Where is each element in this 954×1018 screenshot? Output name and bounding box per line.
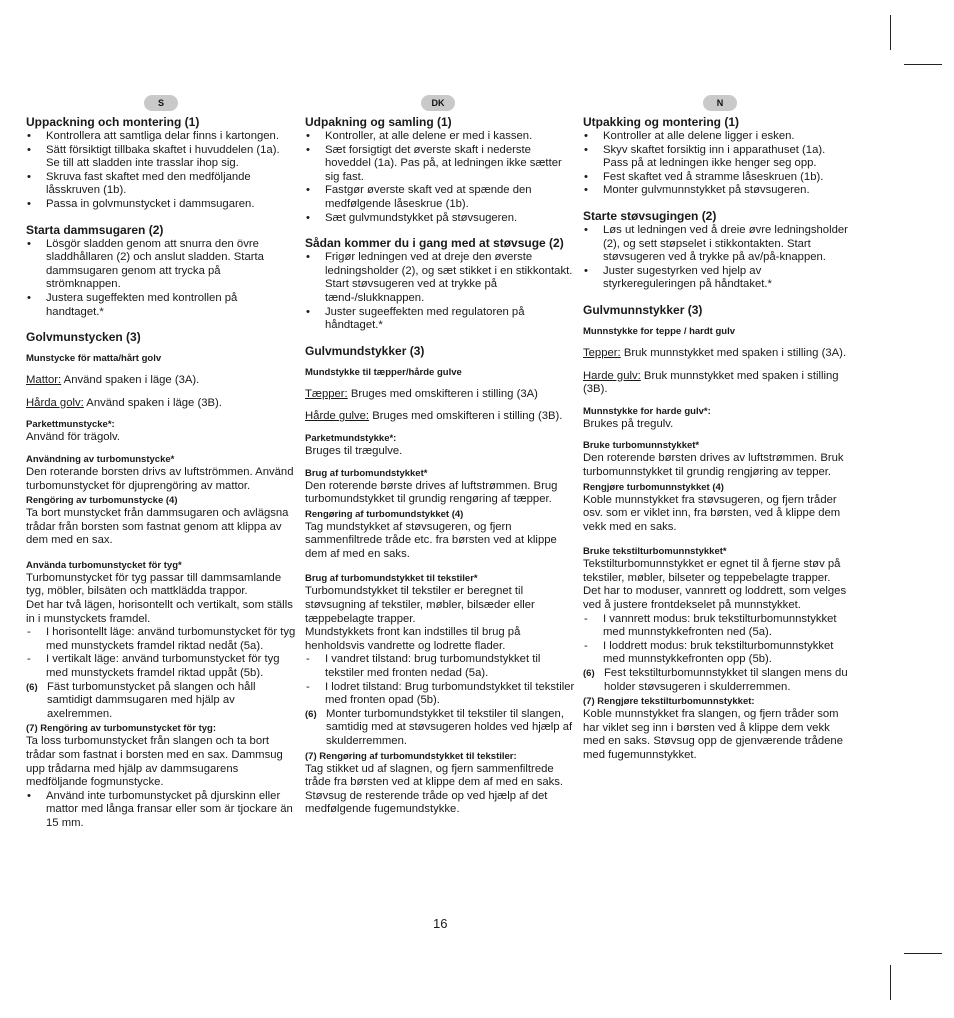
column-norwegian <box>583 95 851 763</box>
bullet-list <box>26 130 296 212</box>
section-heading: Udpakning og samling (1) <box>305 115 452 129</box>
section-heading: Sådan kommer du i gang med at støvsuge (2) <box>305 236 564 251</box>
list-item: - I vannrett modus: bruk tekstilturbomunnstykket med munnstykkefronten ned (5a). <box>583 613 851 640</box>
list-item: • Juster sugestyrken ved hjelp av styrkereguleringen på håndtaket.* <box>583 265 851 292</box>
paragraph: Den roterande borsten drivs av luftströmmen. Använd turbomunstycket för djuprengöring av mattor. <box>26 465 294 492</box>
bullet-list <box>26 790 296 831</box>
crop-mark-top-horizontal <box>904 64 942 65</box>
crop-mark-bottom-vertical <box>890 965 891 1000</box>
dash-list <box>305 653 577 748</box>
dash-list <box>583 613 851 695</box>
sub-heading: Användning av turbomunstycke* <box>26 453 175 465</box>
paragraph: Bruges til trægulve. <box>305 444 403 457</box>
list-item: - I vertikalt läge: använd turbomunstycket för tyg med munstyckets framdel riktad uppåt (5b). <box>26 653 296 680</box>
list-item: • Passa in golvmunstycket i dammsugaren. <box>26 198 296 212</box>
paragraph: Den roterende børsten drives av luftstrømmen. Bruk turbomunnstykket til grundig rengjøring av tepper. <box>583 452 844 478</box>
page-number: 16 <box>433 916 448 931</box>
column-danish <box>305 95 577 817</box>
sub-heading: Munnstykke for teppe / hardt gulv <box>583 325 736 337</box>
bullet-list <box>305 251 577 333</box>
sub-heading: Munstycke för matta/hårt golv <box>26 353 162 365</box>
list-item: • Justera sugeffekten med kontrollen på handtaget.* <box>26 292 296 319</box>
list-item: (6) Monter turbomundstykket til tekstiler til slangen, samtidig med at støvsugeren holdes ved hjælp af skulderremmen. <box>305 707 573 747</box>
language-badge: S <box>144 95 178 111</box>
list-item: • Løs ut ledningen ved å dreie øvre ledningsholder (2), og sett støpselet i stikkontakten. Start støvsugeren ved å trykke på av/på-knappen. <box>583 224 851 265</box>
list-item: - I loddrett modus: bruk tekstilturbomunnstykket med munnstykkefronten opp (5b). <box>583 640 851 667</box>
paragraph: Turbomundstykket til tekstiler er beregnet til støvsugning af tekstiler, møbler, bilsæder eller tæppebelagte trapper. <box>305 585 535 625</box>
list-item: • Kontrollera att samtliga delar finns i kartongen. <box>26 130 296 144</box>
section-heading: Gulvmundstykker (3) <box>305 343 425 358</box>
section-heading: Golvmunstycken (3) <box>26 330 141 345</box>
sub-heading: Rengjøre turbomunnstykket (4) <box>583 481 724 493</box>
paragraph: Tekstilturbomunnstykket er egnet til å fjerne støv på tekstiler, møbler, bilseter og teppebelagte trapper. <box>583 558 841 584</box>
sub-heading: (7) Rengøring af turbomundstykket til tekstiler: <box>305 750 517 762</box>
list-item: • Fastgør øverste skaft ved at spænde den medfølgende låseskrue (1b). <box>305 184 577 211</box>
paragraph: Tæpper: Bruges med omskifteren i stilling (3A) <box>305 387 538 400</box>
section-heading: Utpakking og montering (1) <box>583 115 739 129</box>
list-item: - I vandret tilstand: brug turbomundstykket til tekstiler med fronten nedad (5a). <box>305 653 577 680</box>
list-item: • Lösgör sladden genom att snurra den övre sladdhållaren (2) och anslut sladden. Starta dammsugaren genom att trycka på strömknappen. <box>26 238 296 292</box>
paragraph: Turbomunstycket för tyg passar till dammsamlande tyg, möbler, bilsäten och mattklädda trappor. <box>26 571 282 598</box>
sub-heading: Brug af turbomundstykket* <box>305 467 428 479</box>
list-item: - I lodret tilstand: Brug turbomundstykket til tekstiler med fronten opad (5b). <box>305 681 577 708</box>
paragraph: Det har to moduser, vannrett og loddrett, som velges ved å justere frontdekselet på munnstykket. <box>583 585 847 612</box>
list-item: (6) Fest tekstilturbomunnstykket til slangen mens du holder støvsugeren i skulderremmen. <box>583 667 848 693</box>
column-swedish <box>26 95 296 831</box>
sub-heading: (7) Rengjøre tekstilturbomunnstykket: <box>583 696 755 708</box>
bullet-list <box>583 130 851 198</box>
paragraph: Brukes på tregulv. <box>583 417 674 430</box>
paragraph: Koble munnstykket fra støvsugeren, og fjern tråder osv. som er viklet inn, fra børsten, ved å klippe dem vekk med en saks. <box>583 493 841 533</box>
section-heading: Gulvmunnstykker (3) <box>583 302 703 317</box>
paragraph: Harde gulv: Bruk munnstykket med spaken i stilling (3B). <box>583 369 839 396</box>
list-item: • Monter gulvmunnstykket på støvsugeren. <box>583 184 851 198</box>
paragraph: Tag mundstykket af støvsugeren, og fjern sammenfiltrede tråde etc. fra børsten ved at klippe dem af med en saks. <box>305 520 557 560</box>
list-item: (6) Fäst turbomunstycket på slangen och håll samtidigt dammsugaren med hjälp av axelremmen. <box>26 680 256 720</box>
dash-list <box>26 626 296 721</box>
crop-mark-bottom-horizontal <box>904 953 942 954</box>
sub-heading: Munnstykke for harde gulv*: <box>583 405 711 417</box>
list-item: - I horisontellt läge: använd turbomunstycket för tyg med munstyckets framdel riktad nedåt (5a). <box>26 626 296 653</box>
sub-heading: Använda turbomunstycket för tyg* <box>26 559 182 571</box>
paragraph: Ta loss turbomunstycket från slangen och ta bort trådar som fastnat i borsten med en sax. Dammsug upp trådarna med hjälp av dammsugarens medföljande fogmunstycke. <box>26 735 283 789</box>
list-item: • Frigør ledningen ved at dreje den øverste ledningsholder (2), og sæt stikket i en stikkontakt. Start støvsugeren ved at trykke på tænd-/slukknappen. <box>305 251 577 305</box>
list-item: • Kontroller at alle delene ligger i esken. <box>583 130 851 144</box>
list-item: • Kontroller, at alle delene er med i kassen. <box>305 130 577 144</box>
sub-heading: Brug af turbomundstykket til tekstiler* <box>305 573 478 585</box>
section-heading: Uppackning och montering (1) <box>26 115 200 129</box>
sub-heading: Mundstykke til tæpper/hårde gulve <box>305 366 462 378</box>
sub-heading: Rengøring af turbomundstykket (4) <box>305 508 464 520</box>
sub-heading: Rengöring av turbomunstycke (4) <box>26 495 178 507</box>
paragraph: Använd för trägolv. <box>26 431 120 444</box>
paragraph: Tag stikket ud af slagnen, og fjern sammenfiltrede tråde fra børsten ved at klippe dem af med en saks. Støvsug de resterende tråde op ved hjælp af det medfølgende fugemundstykke. <box>305 762 564 816</box>
list-item: • Skruva fast skaftet med den medföljande låsskruven (1b). <box>26 171 296 198</box>
sub-heading: Bruke tekstilturbomunnstykket* <box>583 546 727 558</box>
crop-mark-top-vertical <box>890 15 891 50</box>
language-badge: DK <box>421 95 455 111</box>
paragraph: Hårda golv: Använd spaken i läge (3B). <box>26 396 222 409</box>
sub-heading: Bruke turbomunnstykket* <box>583 440 700 452</box>
list-item: • Sæt forsigtigt det øverste skaft i nederste hoveddel (1a). Pas på, at ledningen ikke sætter sig fast. <box>305 144 577 185</box>
list-item: • Sæt gulvmundstykket på støvsugeren. <box>305 212 577 226</box>
paragraph: Koble munnstykket fra slangen, og fjern tråder som har viklet seg inn i børsten ved å klippe dem vekk med en saks. Støvsug opp de gjenværende trådene med fugemunnstykket. <box>583 708 843 761</box>
list-item: • Fest skaftet ved å stramme låseskruen (1b). <box>583 171 851 185</box>
list-item: • Sätt försiktigt tillbaka skaftet i huvuddelen (1a). Se till att sladden inte trasslar ihop sig. <box>26 144 296 171</box>
list-item: • Skyv skaftet forsiktig inn i apparathuset (1a). Pass på at ledningen ikke henger seg opp. <box>583 144 851 171</box>
language-badge: N <box>703 95 737 111</box>
paragraph: Ta bort munstycket från dammsugaren och avlägsna trådar från borsten som fastnat genom att klippa av dem med en sax. <box>26 507 289 547</box>
list-item: • Använd inte turbomunstycket på djurskinn eller mattor med långa fransar eller som är tjockare än 15 mm. <box>26 790 296 831</box>
section-heading: Starta dammsugaren (2) <box>26 222 164 237</box>
paragraph: Hårde gulve: Bruges med omskifteren i stilling (3B). <box>305 410 563 423</box>
paragraph: Tepper: Bruk munnstykket med spaken i stilling (3A). <box>583 346 847 359</box>
bullet-list <box>305 130 577 225</box>
sub-heading: Parketmundstykke*: <box>305 432 397 444</box>
section-heading: Starte støvsugingen (2) <box>583 208 717 223</box>
paragraph: Den roterende børste drives af luftstrømmen. Brug turbomundstykket til grundig rengøring af tæpper. <box>305 479 558 506</box>
sub-heading: Parkettmunstycke*: <box>26 419 115 431</box>
paragraph: Det har två lägen, horisontellt och vertikalt, som ställs in i munstyckets framdel. <box>26 599 293 625</box>
list-item: • Juster sugeeffekten med regulatoren på håndtaget.* <box>305 306 577 333</box>
bullet-list <box>26 238 296 320</box>
paragraph: Mattor: Använd spaken i läge (3A). <box>26 374 200 387</box>
bullet-list <box>583 224 851 292</box>
paragraph: Mundstykkets front kan indstilles til brug på henholdsvis vandrette og lodrette flader. <box>305 626 521 652</box>
sub-heading: (7) Rengöring av turbomunstycket för tyg: <box>26 723 217 735</box>
